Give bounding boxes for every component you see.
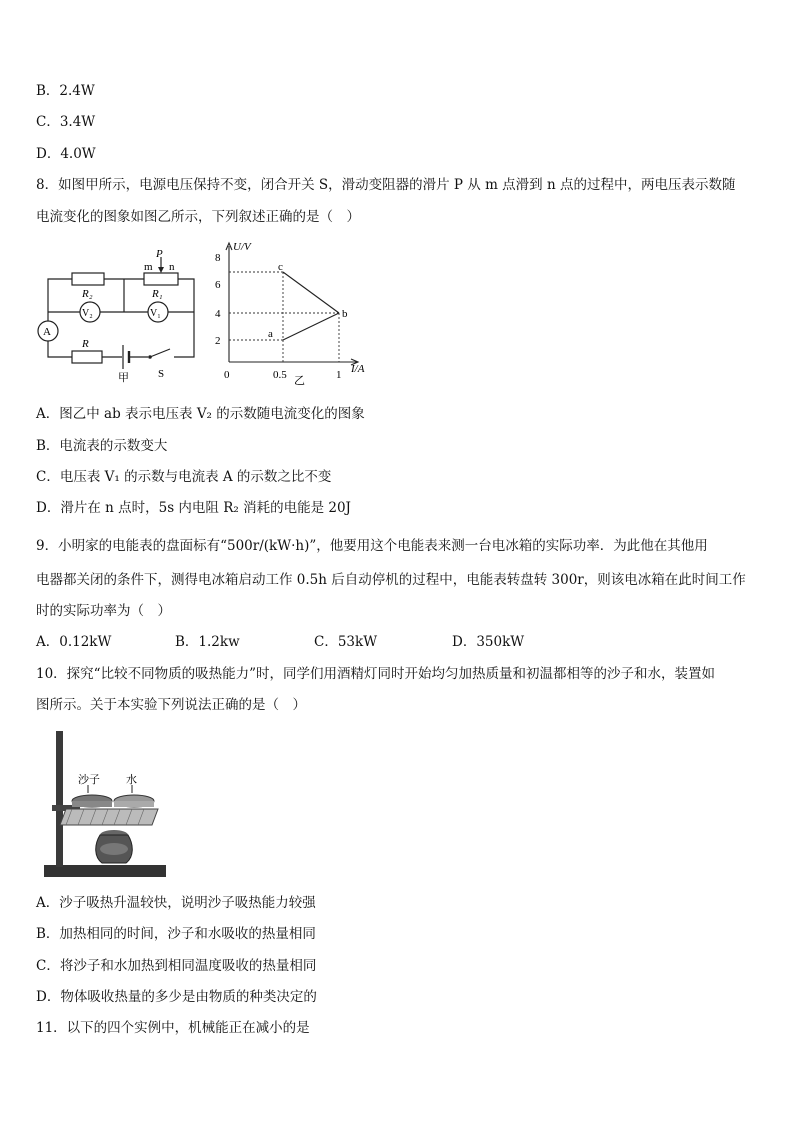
x-tick-05: 0.5 [273, 369, 287, 381]
r1-label: R₁ [152, 288, 163, 300]
y-axis-label: U/V [233, 241, 251, 253]
q7-option-d: D．4.0W [36, 146, 96, 162]
v1-label: V₁ [150, 308, 161, 319]
water-label: 水 [126, 774, 137, 786]
outer-wire [48, 279, 194, 357]
q10-option-a: A．沙子吸热升温较快，说明沙子吸热能力较强 [36, 895, 316, 911]
q8-option-d: D．滑片在 n 点时，5s 内电阻 R₂ 消耗的电能是 20J [36, 500, 351, 516]
ammeter-label: A [43, 326, 51, 338]
q8-option-a: A．图乙中 ab 表示电压表 V₂ 的示数随电流变化的图象 [36, 406, 365, 422]
q8-ui-graph [205, 240, 380, 385]
stand-pole [56, 731, 63, 867]
graph-caption: 乙 [294, 375, 305, 385]
y-tick-4: 4 [215, 308, 221, 320]
slider-n-label: n [169, 261, 175, 273]
q8-stem-line1: 8．如图甲所示，电源电压保持不变，闭合开关 S，滑动变阻器的滑片 P 从 m 点滑到 n 点的过程中，两电压表示数随 [36, 177, 736, 193]
r-label: R [82, 338, 89, 350]
r2-label: R₂ [82, 288, 93, 300]
q10-option-d: D．物体吸收热量的多少是由物质的种类决定的 [36, 989, 317, 1005]
q8-circuit-diagram [36, 245, 206, 385]
q9-option-b: B．1.2kw [175, 634, 240, 650]
y-tick-6: 6 [215, 279, 221, 291]
sand-label: 沙子 [78, 774, 100, 786]
v2-label: V₂ [82, 308, 93, 319]
q8-stem-line2: 电流变化的图象如图乙所示，下列叙述正确的是（ ） [36, 209, 360, 225]
r2-resistor [72, 273, 104, 285]
q8-option-b: B．电流表的示数变大 [36, 438, 168, 454]
circuit-caption: 甲 [118, 372, 129, 384]
q9-option-d: D．350kW [452, 634, 525, 650]
q8-option-c: C．电压表 V₁ 的示数与电流表 A 的示数之比不变 [36, 469, 332, 485]
point-a-label: a [268, 328, 273, 340]
r1-rheostat [144, 273, 178, 285]
line-ab [283, 313, 339, 340]
slider-p-label: P [156, 248, 163, 260]
q9-stem-line1: 9．小明家的电能表的盘面标有“500r/(kW·h)”，他要用这个电能表来测一台电冰箱的实际功率．为此他在其他用 [36, 538, 708, 554]
point-b-label: b [342, 308, 348, 320]
q10-stem-line1: 10．探究“比较不同物质的吸热能力”时，同学们用酒精灯同时开始均匀加热质量和初温都相等的沙子和水，装置如 [36, 666, 715, 682]
q10-stem-line2: 图所示。关于本实验下列说法正确的是（ ） [36, 697, 306, 713]
point-c-label: c [278, 261, 283, 273]
r-resistor [72, 351, 102, 363]
lamp-body [100, 843, 128, 855]
q10-option-b: B．加热相同的时间，沙子和水吸收的热量相同 [36, 926, 316, 942]
q9-stem-line3: 时的实际功率为（ ） [36, 603, 171, 619]
q11-stem-line1: 11．以下的四个实例中，机械能正在减小的是 [36, 1020, 310, 1036]
q9-stem-line2: 电器都关闭的条件下，测得电冰箱启动工作 0.5h 后自动停机的过程中，电能表转盘转 300r，则该电冰箱在此时间工作 [36, 572, 746, 588]
y-tick-8: 8 [215, 252, 221, 264]
q10-apparatus-figure [40, 727, 170, 882]
x-tick-0: 0 [224, 369, 230, 381]
slider-m-label: m [144, 261, 153, 273]
q9-option-c: C．53kW [314, 634, 378, 650]
slider-arrow-head [158, 267, 164, 273]
q10-option-c: C．将沙子和水加热到相同温度吸收的热量相同 [36, 958, 317, 974]
sand-dish-side [72, 801, 112, 807]
water-dish-side [114, 801, 154, 807]
q9-option-a: A．0.12kW [36, 634, 112, 650]
switch-label: S [158, 368, 165, 380]
x-axis-label: I/A [351, 363, 365, 375]
line-cb [283, 272, 339, 313]
q7-option-b: B．2.4W [36, 83, 95, 99]
y-tick-2: 2 [215, 335, 221, 347]
x-tick-1: 1 [336, 369, 342, 381]
q7-option-c: C．3.4W [36, 114, 96, 130]
